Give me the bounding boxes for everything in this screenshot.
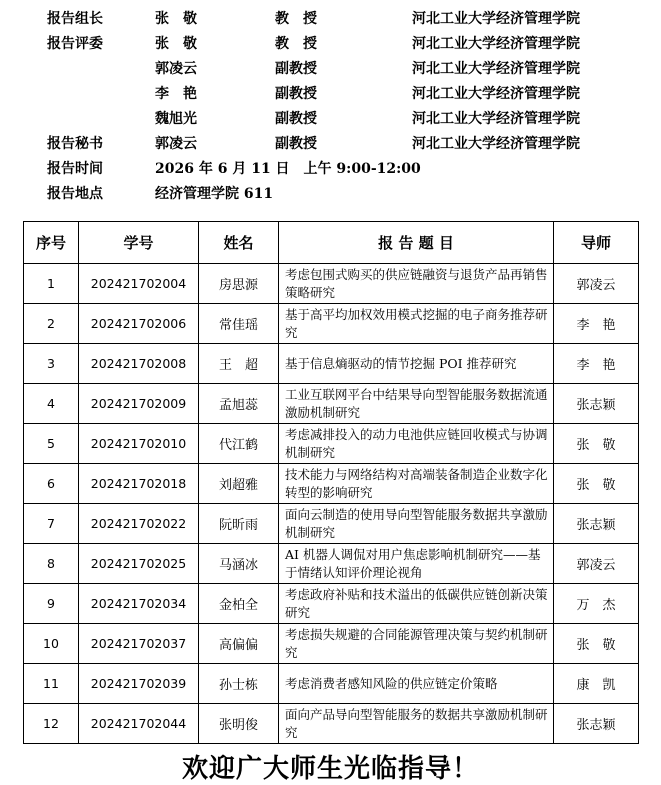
row-advisor: 张志颖 (554, 504, 639, 544)
table-row (24, 304, 639, 344)
row-no: 9 (24, 584, 79, 624)
member-name: 郭凌云 (155, 136, 197, 152)
row-topic: 面向云制造的使用导向型智能服务数据共享激励机制研究 (279, 504, 554, 544)
row-name: 刘超雅 (199, 464, 279, 504)
row-no: 4 (24, 384, 79, 424)
table-row (24, 624, 639, 664)
table-row (24, 544, 639, 584)
row-name: 金柏全 (199, 584, 279, 624)
header-name: 姓名 (199, 222, 279, 264)
header-advisor: 导师 (554, 222, 639, 264)
row-topic: 基于信息熵驱动的情节挖掘 POI 推荐研究 (279, 344, 554, 384)
member-title: 教 授 (275, 36, 317, 52)
member-org: 河北工业大学经济管理学院 (412, 36, 580, 52)
table-row (24, 264, 639, 304)
row-advisor: 张志颖 (554, 704, 639, 744)
member-name: 李 艳 (155, 86, 197, 102)
table-row (24, 584, 639, 624)
row-id: 202421702044 (79, 704, 199, 744)
row-id: 202421702037 (79, 624, 199, 664)
row-name: 常佳瑶 (199, 304, 279, 344)
row-name: 孟旭蕊 (199, 384, 279, 424)
member-name: 张 敬 (155, 11, 197, 27)
report-schedule-table (23, 221, 639, 744)
welcome-footer: 欢迎广大师生光临指导！ (181, 754, 479, 784)
row-id: 202421702039 (79, 664, 199, 704)
row-topic: AI 机器人调侃对用户焦虑影响机制研究——基于情绪认知评价理论视角 (279, 544, 554, 584)
row-name: 阮昕雨 (199, 504, 279, 544)
row-topic: 技术能力与网络结构对高端装备制造企业数字化转型的影响研究 (279, 464, 554, 504)
member-title: 副教授 (275, 61, 317, 77)
row-no: 5 (24, 424, 79, 464)
table-row (24, 704, 639, 744)
table-row (24, 664, 639, 704)
row-advisor: 张 敬 (554, 464, 639, 504)
row-name: 代江鹤 (199, 424, 279, 464)
row-advisor: 郭凌云 (554, 264, 639, 304)
role-label: 报告组长 (47, 11, 103, 27)
row-advisor: 郭凌云 (554, 544, 639, 584)
row-no: 3 (24, 344, 79, 384)
member-title: 副教授 (275, 111, 317, 127)
member-title: 副教授 (275, 86, 317, 102)
row-topic: 考虑损失规避的合同能源管理决策与契约机制研究 (279, 624, 554, 664)
row-topic: 考虑减排投入的动力电池供应链回收模式与协调机制研究 (279, 424, 554, 464)
row-advisor: 万 杰 (554, 584, 639, 624)
role-label: 报告评委 (47, 36, 103, 52)
row-name: 房思源 (199, 264, 279, 304)
row-topic: 面向产品导向型智能服务的数据共享激励机制研究 (279, 704, 554, 744)
row-no: 11 (24, 664, 79, 704)
member-org: 河北工业大学经济管理学院 (412, 61, 580, 77)
row-name: 孙士栋 (199, 664, 279, 704)
row-name: 王 超 (199, 344, 279, 384)
location-label: 报告地点 (47, 186, 103, 202)
member-title: 副教授 (275, 136, 317, 152)
row-id: 202421702018 (79, 464, 199, 504)
table-row (24, 504, 639, 544)
member-org: 河北工业大学经济管理学院 (412, 86, 580, 102)
row-no: 12 (24, 704, 79, 744)
row-id: 202421702010 (79, 424, 199, 464)
member-name: 魏旭光 (155, 111, 197, 127)
row-topic: 基于高平均加权效用模式挖掘的电子商务推荐研究 (279, 304, 554, 344)
row-id: 202421702006 (79, 304, 199, 344)
row-topic: 考虑政府补贴和技术溢出的低碳供应链创新决策研究 (279, 584, 554, 624)
row-advisor: 张志颖 (554, 384, 639, 424)
member-name: 张 敬 (155, 36, 197, 52)
row-advisor: 张 敬 (554, 424, 639, 464)
row-name: 马涵冰 (199, 544, 279, 584)
row-advisor: 张 敬 (554, 624, 639, 664)
row-name: 张明俊 (199, 704, 279, 744)
role-label: 报告秘书 (47, 136, 103, 152)
row-no: 2 (24, 304, 79, 344)
row-name: 高偏偏 (199, 624, 279, 664)
table-header-row (24, 222, 639, 264)
time-value: 2026 年 6 月 11 日 上午 9:00-12:00 (155, 161, 421, 177)
row-no: 8 (24, 544, 79, 584)
row-no: 1 (24, 264, 79, 304)
table-row (24, 424, 639, 464)
member-org: 河北工业大学经济管理学院 (412, 111, 580, 127)
member-name: 郭凌云 (155, 61, 197, 77)
row-topic: 工业互联网平台中结果导向型智能服务数据流通激励机制研究 (279, 384, 554, 424)
row-id: 202421702008 (79, 344, 199, 384)
row-id: 202421702022 (79, 504, 199, 544)
row-topic: 考虑消费者感知风险的供应链定价策略 (279, 664, 554, 704)
header-id: 学号 (79, 222, 199, 264)
row-advisor: 李 艳 (554, 304, 639, 344)
time-label: 报告时间 (47, 161, 103, 177)
table-row (24, 464, 639, 504)
row-no: 7 (24, 504, 79, 544)
member-org: 河北工业大学经济管理学院 (412, 11, 580, 27)
row-topic: 考虑包围式购买的供应链融资与退货产品再销售策略研究 (279, 264, 554, 304)
row-id: 202421702025 (79, 544, 199, 584)
row-advisor: 康 凯 (554, 664, 639, 704)
row-no: 6 (24, 464, 79, 504)
row-advisor: 李 艳 (554, 344, 639, 384)
member-org: 河北工业大学经济管理学院 (412, 136, 580, 152)
location-value: 经济管理学院 611 (155, 186, 274, 202)
row-id: 202421702034 (79, 584, 199, 624)
table-row (24, 344, 639, 384)
row-id: 202421702009 (79, 384, 199, 424)
header-topic: 报 告 题 目 (279, 222, 554, 264)
row-no: 10 (24, 624, 79, 664)
header-no: 序号 (24, 222, 79, 264)
member-title: 教 授 (275, 11, 317, 27)
row-id: 202421702004 (79, 264, 199, 304)
table-row (24, 384, 639, 424)
